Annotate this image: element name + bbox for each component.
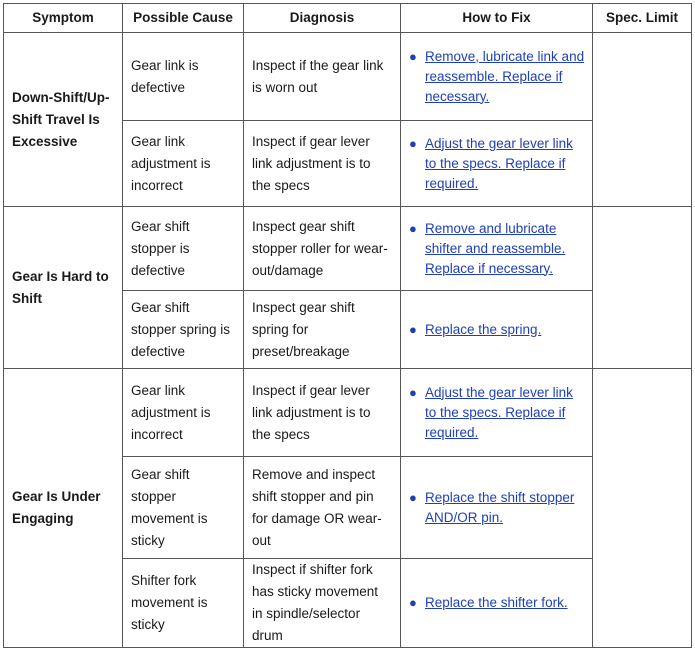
header-row xyxy=(4,4,692,33)
symptom-cell: Gear Is Hard to Shift xyxy=(4,207,123,369)
diagnosis-cell: Inspect gear shift spring for preset/breakage xyxy=(244,291,401,369)
fix-cell xyxy=(401,207,593,291)
diagnosis-cell: Inspect if shifter fork has sticky movement in spindle/selector drum xyxy=(244,559,401,648)
troubleshooting-table xyxy=(3,3,692,648)
table-row xyxy=(4,33,692,121)
diagnosis-cell: Inspect if the gear link is worn out xyxy=(244,33,401,121)
cause-cell: Gear link adjustment is incorrect xyxy=(123,121,244,207)
cause-cell: Gear link is defective xyxy=(123,33,244,121)
bullet-icon: ● xyxy=(409,48,417,64)
fix-cell xyxy=(401,121,593,207)
fix-cell xyxy=(401,33,593,121)
header-symptom: Symptom xyxy=(4,4,123,33)
fix-link[interactable]: Replace the spring. xyxy=(425,321,542,337)
fix-cell xyxy=(401,291,593,369)
fix-link[interactable]: Replace the shifter fork. xyxy=(425,595,568,610)
header-possible-cause: Possible Cause xyxy=(123,4,244,33)
fix-cell xyxy=(401,457,593,559)
table-row xyxy=(4,207,692,291)
spec-limit-cell xyxy=(593,33,692,207)
fix-link[interactable]: Adjust the gear lever link to the specs. Replace if required. xyxy=(425,135,573,191)
fix-link[interactable]: Adjust the gear lever link to the specs. Replace if required. xyxy=(425,384,573,440)
symptom-cell: Gear Is Under Engaging xyxy=(4,369,123,648)
fix-link[interactable]: Remove and lubricate shifter and reassemble. Replace if necessary. xyxy=(425,220,566,276)
bullet-icon: ● xyxy=(409,595,417,610)
cause-cell: Gear shift stopper spring is defective xyxy=(123,291,244,369)
symptom-cell: Down-Shift/Up-Shift Travel Is Excessive xyxy=(4,33,123,207)
header-spec-limit: Spec. Limit xyxy=(593,4,692,33)
fix-link[interactable]: Replace the shift stopper AND/OR pin. xyxy=(425,489,575,525)
diagnosis-cell: Inspect gear shift stopper roller for wear-out/damage xyxy=(244,207,401,291)
header-how-to-fix: How to Fix xyxy=(401,4,593,33)
bullet-icon: ● xyxy=(409,135,417,151)
cause-cell: Gear link adjustment is incorrect xyxy=(123,369,244,457)
bullet-icon: ● xyxy=(409,321,417,337)
diagnosis-cell: Remove and inspect shift stopper and pin for damage OR wear-out xyxy=(244,457,401,559)
diagnosis-cell: Inspect if gear lever link adjustment is to the specs xyxy=(244,369,401,457)
fix-cell xyxy=(401,369,593,457)
bullet-icon: ● xyxy=(409,220,417,236)
bullet-icon: ● xyxy=(409,489,417,505)
bullet-icon: ● xyxy=(409,384,417,400)
header-diagnosis: Diagnosis xyxy=(244,4,401,33)
cause-cell: Gear shift stopper movement is sticky xyxy=(123,457,244,559)
fix-link[interactable]: Remove, lubricate link and reassemble. Replace if necessary. xyxy=(425,48,585,104)
fix-cell xyxy=(401,559,593,648)
spec-limit-cell xyxy=(593,207,692,369)
table-row xyxy=(4,369,692,457)
spec-limit-cell xyxy=(593,369,692,648)
cause-cell: Gear shift stopper is defective xyxy=(123,207,244,291)
diagnosis-cell: Inspect if gear lever link adjustment is to the specs xyxy=(244,121,401,207)
cause-cell: Shifter fork movement is sticky xyxy=(123,559,244,648)
